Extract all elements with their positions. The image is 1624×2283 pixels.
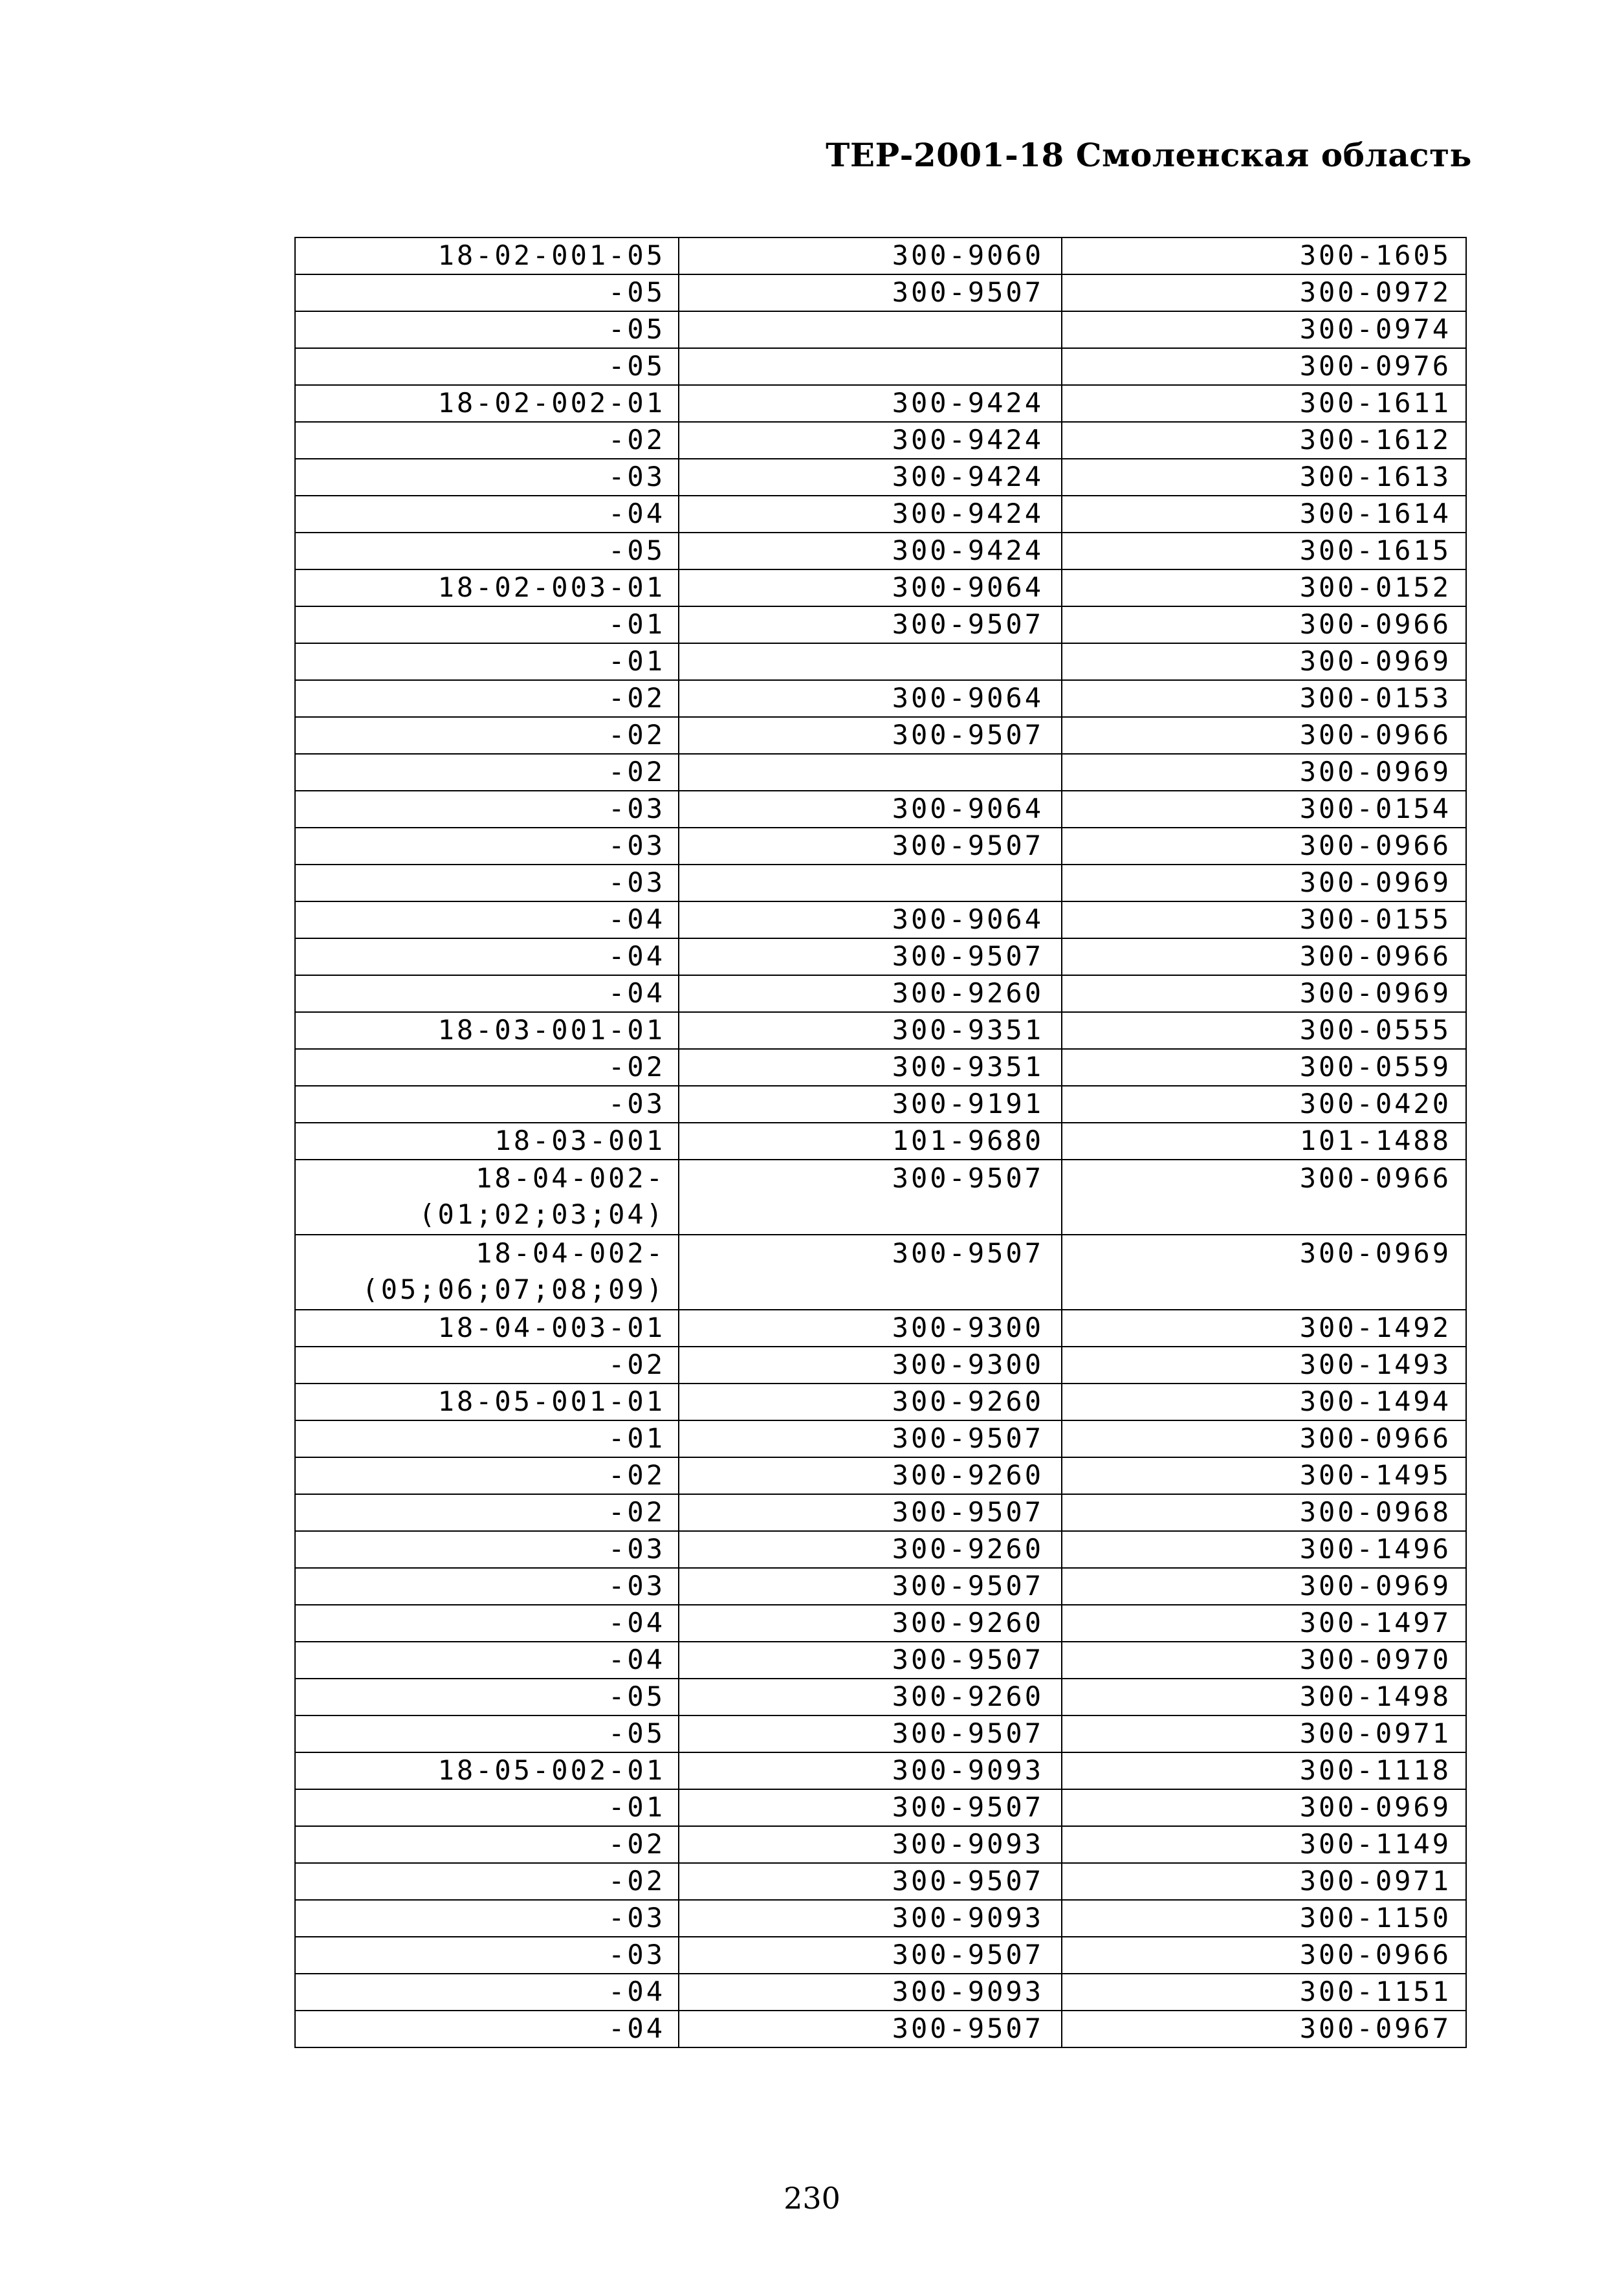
resource-code-cell: 300-1497 [1062,1605,1466,1642]
table-row [295,311,1466,348]
rate-code-cell: 18-02-001-05 [295,237,679,274]
resource-code-cell: 300-0154 [1062,791,1466,828]
material-code-cell: 300-9060 [679,237,1062,274]
rate-code-cell: -02 [295,1826,679,1863]
resource-code-cell: 300-0974 [1062,311,1466,348]
rate-code-cell: -05 [295,1715,679,1752]
table-row [295,975,1466,1012]
resource-code-cell: 300-0966 [1062,1160,1466,1235]
material-code-cell: 300-9507 [679,828,1062,865]
material-code-cell [679,311,1062,348]
table-row [295,754,1466,791]
rate-code-cell: -03 [295,1900,679,1937]
rate-code-cell: 18-03-001 [295,1123,679,1160]
resource-code-cell: 300-1605 [1062,237,1466,274]
rate-code-cell: 18-05-001-01 [295,1384,679,1420]
rate-code-cell: -02 [295,1347,679,1384]
table-row [295,1384,1466,1420]
material-code-cell: 300-9260 [679,975,1062,1012]
material-code-cell: 300-9507 [679,1715,1062,1752]
resource-code-cell: 300-0420 [1062,1086,1466,1123]
rate-code-cell: -03 [295,865,679,901]
material-code-cell [679,754,1062,791]
material-code-cell: 300-9507 [679,1937,1062,1974]
rate-code-cell: -05 [295,1679,679,1715]
table-row [295,1160,1466,1235]
table-row [295,1568,1466,1605]
table-row [295,1531,1466,1568]
resource-code-cell: 300-0966 [1062,938,1466,975]
material-code-cell: 300-9351 [679,1012,1062,1049]
resource-code-cell: 300-0970 [1062,1642,1466,1679]
resource-code-cell: 300-1492 [1062,1310,1466,1347]
table-row [295,1347,1466,1384]
rate-code-cell: -02 [295,1863,679,1900]
rate-code-cell: -01 [295,1420,679,1457]
resource-code-cell: 300-1493 [1062,1347,1466,1384]
page-header-title: ТЕР-2001-18 Смоленская область [826,136,1472,174]
rate-code-cell: -03 [295,1568,679,1605]
resource-code-cell: 300-1612 [1062,422,1466,459]
table-row [295,1789,1466,1826]
rate-code-cell: 18-03-001-01 [295,1012,679,1049]
material-code-cell: 300-9093 [679,1826,1062,1863]
material-code-cell: 300-9064 [679,680,1062,717]
material-code-cell: 300-9507 [679,274,1062,311]
table-row [295,385,1466,422]
material-code-cell: 300-9507 [679,1420,1062,1457]
material-code-cell: 300-9064 [679,901,1062,938]
table-row [295,1086,1466,1123]
table-row [295,1715,1466,1752]
material-code-cell: 300-9093 [679,1974,1062,2011]
rate-code-cell: -04 [295,2011,679,2047]
table-row [295,717,1466,754]
material-code-cell: 300-9351 [679,1049,1062,1086]
table-row [295,274,1466,311]
resource-code-cell: 300-1498 [1062,1679,1466,1715]
table-row [295,1494,1466,1531]
rate-code-cell: 18-05-002-01 [295,1752,679,1789]
material-code-cell: 300-9507 [679,1235,1062,1310]
rate-code-cell: -02 [295,1049,679,1086]
resource-code-cell: 300-0966 [1062,606,1466,643]
resource-code-cell: 300-0966 [1062,1937,1466,1974]
material-code-cell: 300-9507 [679,717,1062,754]
resource-code-cell: 300-0966 [1062,717,1466,754]
table-row [295,791,1466,828]
resource-code-cell: 300-0969 [1062,1568,1466,1605]
material-code-cell: 300-9424 [679,533,1062,569]
resource-code-cell: 300-0969 [1062,865,1466,901]
material-code-cell: 300-9507 [679,1494,1062,1531]
table-row [295,1049,1466,1086]
table-row [295,496,1466,533]
rate-code-cell: -05 [295,533,679,569]
resource-code-cell: 300-1613 [1062,459,1466,496]
rate-code-cell: -02 [295,1494,679,1531]
rate-code-cell: 18-02-003-01 [295,569,679,606]
material-code-cell: 300-9093 [679,1752,1062,1789]
table-row [295,1679,1466,1715]
resource-code-cell: 300-1615 [1062,533,1466,569]
resource-code-cell: 300-0555 [1062,1012,1466,1049]
rate-code-cell: -02 [295,680,679,717]
material-code-cell: 300-9260 [679,1531,1062,1568]
table-row [295,1937,1466,1974]
resource-code-cell: 300-0972 [1062,274,1466,311]
resource-code-cell: 300-0971 [1062,1715,1466,1752]
resource-code-cell: 300-0971 [1062,1863,1466,1900]
resource-code-cell: 300-1118 [1062,1752,1466,1789]
table-row [295,1420,1466,1457]
material-code-cell: 300-9507 [679,1160,1062,1235]
rate-code-cell: -03 [295,1531,679,1568]
material-code-cell: 300-9191 [679,1086,1062,1123]
rate-code-cell: -01 [295,643,679,680]
rate-code-cell: -03 [295,459,679,496]
resource-code-cell: 300-0969 [1062,975,1466,1012]
table-row [295,938,1466,975]
resource-code-cell: 300-0155 [1062,901,1466,938]
resource-code-cell: 300-1614 [1062,496,1466,533]
table-row [295,606,1466,643]
material-code-cell [679,643,1062,680]
rate-code-cell: -04 [295,1605,679,1642]
rate-code-cell: 18-04-002- (01;02;03;04) [295,1160,679,1235]
material-code-cell: 300-9064 [679,791,1062,828]
rate-code-cell: 18-04-003-01 [295,1310,679,1347]
resource-code-cell: 300-1495 [1062,1457,1466,1494]
material-code-cell: 300-9507 [679,606,1062,643]
table-row [295,533,1466,569]
table-row [295,1642,1466,1679]
table-row [295,1826,1466,1863]
table-row [295,1457,1466,1494]
table-row [295,901,1466,938]
rate-code-cell: -05 [295,311,679,348]
rate-code-cell: -04 [295,1642,679,1679]
material-code-cell: 300-9507 [679,1642,1062,1679]
resource-code-cell: 300-0976 [1062,348,1466,385]
rate-code-cell: -05 [295,274,679,311]
rate-code-cell: -04 [295,1974,679,2011]
table-row [295,459,1466,496]
rate-code-cell: -02 [295,717,679,754]
table-row [295,1974,1466,2011]
table-body [295,237,1466,2047]
table-row [295,2011,1466,2047]
material-code-cell: 300-9507 [679,938,1062,975]
resource-code-cell: 300-0969 [1062,1789,1466,1826]
resource-code-cell: 300-0969 [1062,1235,1466,1310]
material-code-cell [679,348,1062,385]
table-row [295,569,1466,606]
material-code-cell: 300-9093 [679,1900,1062,1937]
table-row [295,865,1466,901]
material-code-cell: 300-9064 [679,569,1062,606]
rate-code-cell: 18-02-002-01 [295,385,679,422]
material-code-cell [679,865,1062,901]
table-row [295,1752,1466,1789]
rate-code-cell: -04 [295,496,679,533]
material-code-cell: 300-9424 [679,422,1062,459]
material-code-cell: 101-9680 [679,1123,1062,1160]
table-row [295,643,1466,680]
rate-code-cell: -02 [295,1457,679,1494]
resource-code-cell: 300-1149 [1062,1826,1466,1863]
rate-code-cell: -03 [295,1086,679,1123]
material-code-cell: 300-9260 [679,1457,1062,1494]
material-code-cell: 300-9260 [679,1384,1062,1420]
table-row [295,1900,1466,1937]
rate-code-cell: -03 [295,791,679,828]
material-code-cell: 300-9507 [679,1568,1062,1605]
rate-code-cell: -01 [295,606,679,643]
resource-code-cell: 300-0969 [1062,643,1466,680]
code-mapping-table [294,237,1467,2048]
material-code-cell: 300-9507 [679,1863,1062,1900]
material-code-cell: 300-9260 [679,1605,1062,1642]
rate-code-cell: 18-04-002- (05;06;07;08;09) [295,1235,679,1310]
resource-code-cell: 300-1611 [1062,385,1466,422]
rate-code-cell: -02 [295,754,679,791]
resource-code-cell: 300-1150 [1062,1900,1466,1937]
resource-code-cell: 300-0559 [1062,1049,1466,1086]
material-code-cell: 300-9300 [679,1347,1062,1384]
table-row [295,1863,1466,1900]
table-row [295,1012,1466,1049]
material-code-cell: 300-9507 [679,1789,1062,1826]
table-row [295,680,1466,717]
resource-code-cell: 300-0967 [1062,2011,1466,2047]
table-row [295,422,1466,459]
material-code-cell: 300-9424 [679,459,1062,496]
page-number: 230 [784,2181,840,2216]
resource-code-cell: 300-0969 [1062,754,1466,791]
resource-code-cell: 300-0966 [1062,1420,1466,1457]
material-code-cell: 300-9507 [679,2011,1062,2047]
resource-code-cell: 300-0968 [1062,1494,1466,1531]
material-code-cell: 300-9424 [679,385,1062,422]
resource-code-cell: 300-1151 [1062,1974,1466,2011]
rate-code-cell: -05 [295,348,679,385]
rate-code-cell: -02 [295,422,679,459]
material-code-cell: 300-9300 [679,1310,1062,1347]
table-row [295,1605,1466,1642]
rate-code-cell: -04 [295,938,679,975]
rate-code-cell: -03 [295,828,679,865]
resource-code-cell: 300-0966 [1062,828,1466,865]
material-code-cell: 300-9260 [679,1679,1062,1715]
rate-code-cell: -04 [295,901,679,938]
table-row [295,828,1466,865]
resource-code-cell: 300-0152 [1062,569,1466,606]
rate-code-cell: -04 [295,975,679,1012]
table-row [295,1310,1466,1347]
table-row [295,348,1466,385]
rate-code-cell: -01 [295,1789,679,1826]
resource-code-cell: 300-1494 [1062,1384,1466,1420]
table-row [295,1123,1466,1160]
table-row [295,237,1466,274]
resource-code-cell: 101-1488 [1062,1123,1466,1160]
resource-code-cell: 300-0153 [1062,680,1466,717]
resource-code-cell: 300-1496 [1062,1531,1466,1568]
rate-code-cell: -03 [295,1937,679,1974]
table-row [295,1235,1466,1310]
material-code-cell: 300-9424 [679,496,1062,533]
